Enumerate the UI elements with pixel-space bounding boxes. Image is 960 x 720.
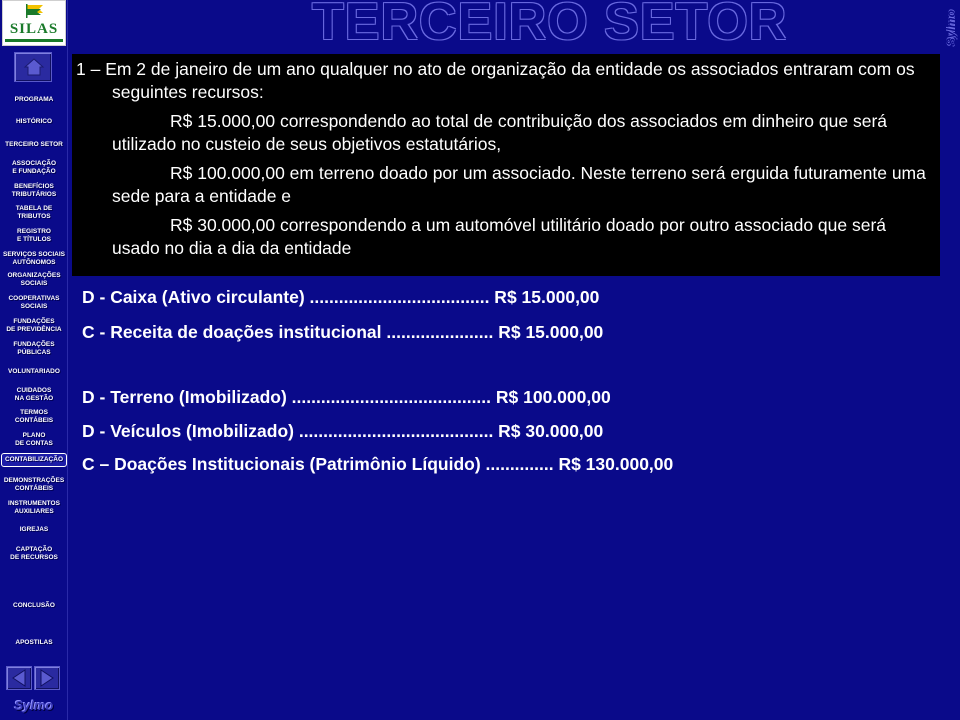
nav-programa[interactable]: PROGRAMA xyxy=(14,96,54,103)
statement-item-terreno: R$ 100.000,00 em terreno doado por um associado. Neste terreno será erguida futuramente uma sede para a entidade e xyxy=(112,163,926,206)
statement-panel xyxy=(72,54,940,276)
nav-arrows xyxy=(6,666,62,692)
logo-text: SILAS xyxy=(9,21,59,37)
nav-conclusao[interactable]: CONCLUSÃO xyxy=(13,602,55,609)
home-icon xyxy=(23,57,45,77)
page-title: TERCEIRO SETOR xyxy=(312,0,788,51)
nav-cuidados-na-gestao[interactable]: CUIDADOS NA GESTÃO xyxy=(14,387,54,402)
nav-igrejas[interactable]: IGREJAS xyxy=(19,526,49,533)
nav-demonstracoes-contabeis[interactable]: DEMONSTRAÇÕES CONTÁBEIS xyxy=(3,477,65,492)
entry-credit-receita: C - Receita de doações institucional ...................... R$ 15.000,00 xyxy=(82,322,604,342)
nav-cooperativas-sociais[interactable]: COOPERATIVAS SOCIAIS xyxy=(8,295,60,310)
nav-terceiro-setor[interactable]: TERCEIRO SETOR xyxy=(5,141,63,148)
nav-contabilizacao[interactable]: CONTABILIZAÇÃO xyxy=(1,453,67,467)
nav-apostilas[interactable]: APOSTILAS xyxy=(15,639,53,646)
home-button[interactable] xyxy=(14,52,52,82)
statement-item-contribuicao: R$ 15.000,00 correspondendo ao total de contribuição dos associados em dinheiro que será utilizado no custeio de seus objetivos estatutários, xyxy=(112,111,888,154)
nav-historico[interactable]: HISTÓRICO xyxy=(15,118,53,125)
logo-subtitle-bar xyxy=(5,39,63,42)
nav-registro-e-titulos[interactable]: REGISTRO E TÍTULOS xyxy=(17,228,51,243)
nav-captacao-de-recursos[interactable]: CAPTAÇÃO DE RECURSOS xyxy=(10,546,58,561)
nav-voluntariado[interactable]: VOLUNTARIADO xyxy=(8,368,60,375)
next-button[interactable] xyxy=(34,666,60,690)
sidebar xyxy=(0,0,68,720)
silas-logo xyxy=(2,0,66,46)
nav-organizacoes-sociais[interactable]: ORGANIZAÇÕES SOCIAIS xyxy=(7,272,61,287)
nav-termos-contabeis[interactable]: TERMOS CONTÁBEIS xyxy=(14,409,54,424)
nav-instrumentos-auxiliares[interactable]: INSTRUMENTOS AUXILIARES xyxy=(8,500,60,515)
nav-fundacoes-publicas[interactable]: FUNDAÇÕES PÚBLICAS xyxy=(13,341,55,356)
sidebar-brand: Sylmo xyxy=(14,698,54,713)
arrow-left-icon xyxy=(7,667,31,689)
logo-flag-icon xyxy=(25,3,45,19)
arrow-right-icon xyxy=(35,667,59,689)
entry-debit-terreno: D - Terreno (Imobilizado) ......................................... R$ 100.000,00 xyxy=(82,387,611,407)
nav-associacao-e-fundacao[interactable]: ASSOCIAÇÃO E FUNDAÇÃO xyxy=(11,160,57,175)
nav-plano-de-contas[interactable]: PLANO DE CONTAS xyxy=(15,432,53,447)
entry-credit-doacoes: C – Doações Institucionais (Patrimônio Líquido) .............. R$ 130.000,00 xyxy=(82,454,674,474)
nav-fundacoes-de-previdencia[interactable]: FUNDAÇÕES DE PREVIDÊNCIA xyxy=(6,318,62,333)
nav-servicos-sociais-autonomos[interactable]: SERVIÇOS SOCIAIS AUTÔNOMOS xyxy=(2,251,65,266)
nav-tabela-de-tributos[interactable]: TABELA DE TRIBUTOS xyxy=(15,205,53,220)
header-brand: Sylmo xyxy=(944,10,958,47)
entry-debit-veiculos: D - Veículos (Imobilizado) ........................................ R$ 30.000,00 xyxy=(82,421,604,441)
prev-button[interactable] xyxy=(6,666,32,690)
statement-intro: 1 – Em 2 de janeiro de um ano qualquer no ato de organização da entidade os associados entraram com os seguintes recursos: xyxy=(76,59,915,102)
statement-item-automovel: R$ 30.000,00 correspondendo a um automóvel utilitário doado por outro associado que será usado no dia a dia da entidade xyxy=(112,215,887,258)
nav-beneficios-tributarios[interactable]: BENEFÍCIOS TRIBUTÁRIOS xyxy=(11,183,57,198)
entry-debit-caixa: D - Caixa (Ativo circulante) ..................................... R$ 15.000,00 xyxy=(82,287,600,307)
